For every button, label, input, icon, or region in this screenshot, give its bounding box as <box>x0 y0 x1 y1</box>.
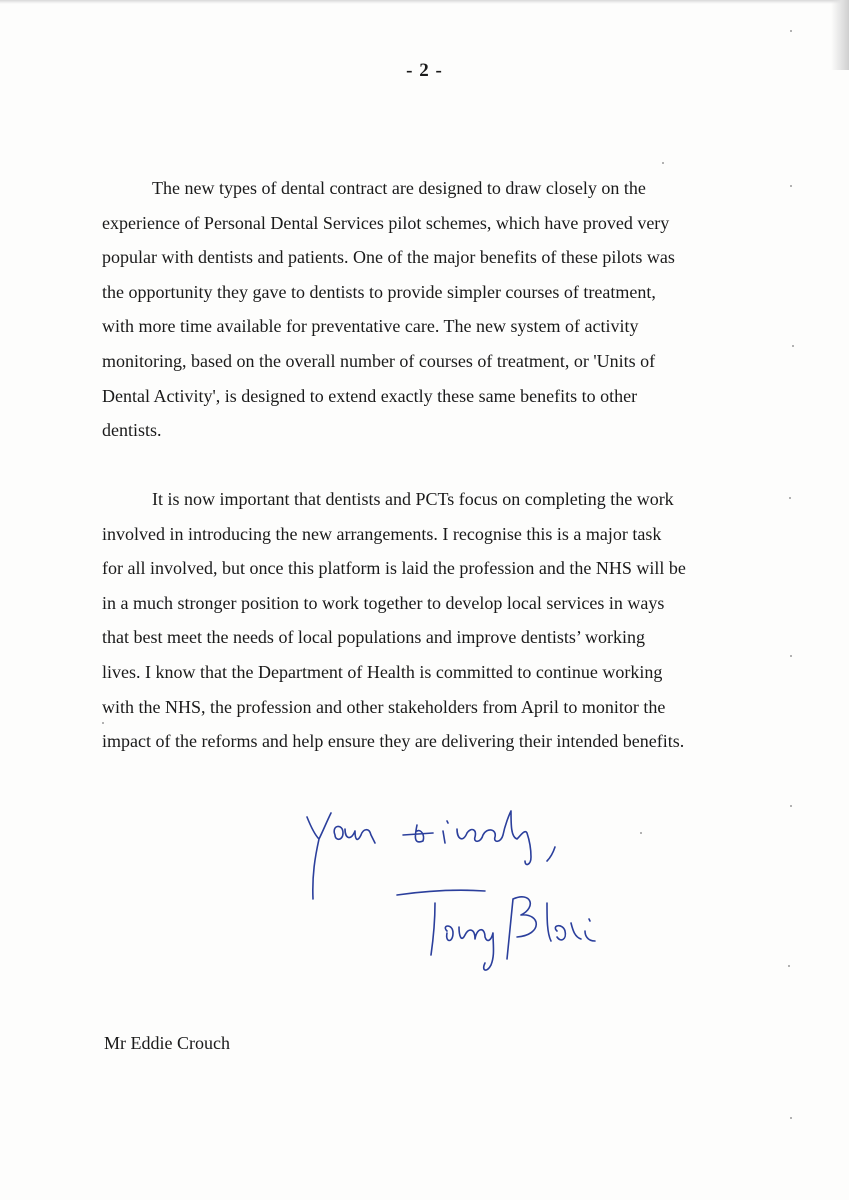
signature-name-stroke <box>507 897 536 959</box>
addressee: Mr Eddie Crouch <box>104 1033 230 1053</box>
scan-speck <box>102 722 104 724</box>
paragraph-line: It is now important that dentists and PCTs focus on completing the work <box>152 489 674 509</box>
paragraph-line: dentists. <box>102 420 162 441</box>
paragraph-line: with the NHS, the profession and other stakeholders from April to monitor the <box>102 696 666 717</box>
scan-speck <box>790 30 792 32</box>
scan-speck <box>790 805 792 807</box>
scan-speck <box>662 162 664 164</box>
page-number: - 2 - <box>406 60 443 81</box>
signature-closing-stroke <box>334 826 375 843</box>
paragraph-line: popular with dentists and patients. One of the major benefits of these pilots was <box>102 247 675 268</box>
paragraph-line: Dental Activity', is designed to extend exactly these same benefits to other <box>102 385 638 406</box>
signature-closing-stroke <box>307 813 331 899</box>
paragraph-line: in a much stronger position to work together to develop local services in ways <box>102 592 665 613</box>
scan-speck <box>788 965 790 967</box>
scan-speck <box>640 832 642 834</box>
paragraph-line: monitoring, based on the overall number of courses of treatment, or 'Units of <box>102 350 656 371</box>
scan-speck <box>790 185 792 187</box>
paragraph-line: that best meet the needs of local populations and improve dentists’ working <box>102 627 646 648</box>
signature-closing-stroke <box>443 811 531 864</box>
signature-closing-stroke <box>547 847 555 861</box>
paragraph-line: involved in introducing the new arrangements. I recognise this is a major task <box>102 523 662 544</box>
paragraph-line: lives. I know that the Department of Health is committed to continue working <box>102 661 663 682</box>
signature-name-stroke <box>445 926 493 970</box>
signature-closing-stroke <box>403 825 433 842</box>
scan-speck <box>790 655 792 657</box>
signature-name-stroke <box>547 903 595 941</box>
scan-speck <box>792 345 794 347</box>
paragraph-line: The new types of dental contract are designed to draw closely on the <box>152 178 646 198</box>
handwritten-signature <box>285 795 625 995</box>
paragraph-line: experience of Personal Dental Services pilot schemes, which have proved very <box>102 212 670 233</box>
signature-name-stroke <box>397 890 485 955</box>
paragraph-line: with more time available for preventative care. The new system of activity <box>102 316 639 337</box>
paragraph-line: for all involved, but once this platform is laid the profession and the NHS will be <box>102 558 686 579</box>
paragraph-2 <box>102 482 742 759</box>
scan-speck <box>789 497 791 499</box>
scan-top-edge <box>0 0 849 4</box>
scan-speck <box>790 1117 792 1119</box>
paragraph-line: the opportunity they gave to dentists to provide simpler courses of treatment, <box>102 281 656 302</box>
paragraph-1 <box>102 171 742 448</box>
paragraph-line: impact of the reforms and help ensure they are delivering their intended benefits. <box>102 731 685 752</box>
